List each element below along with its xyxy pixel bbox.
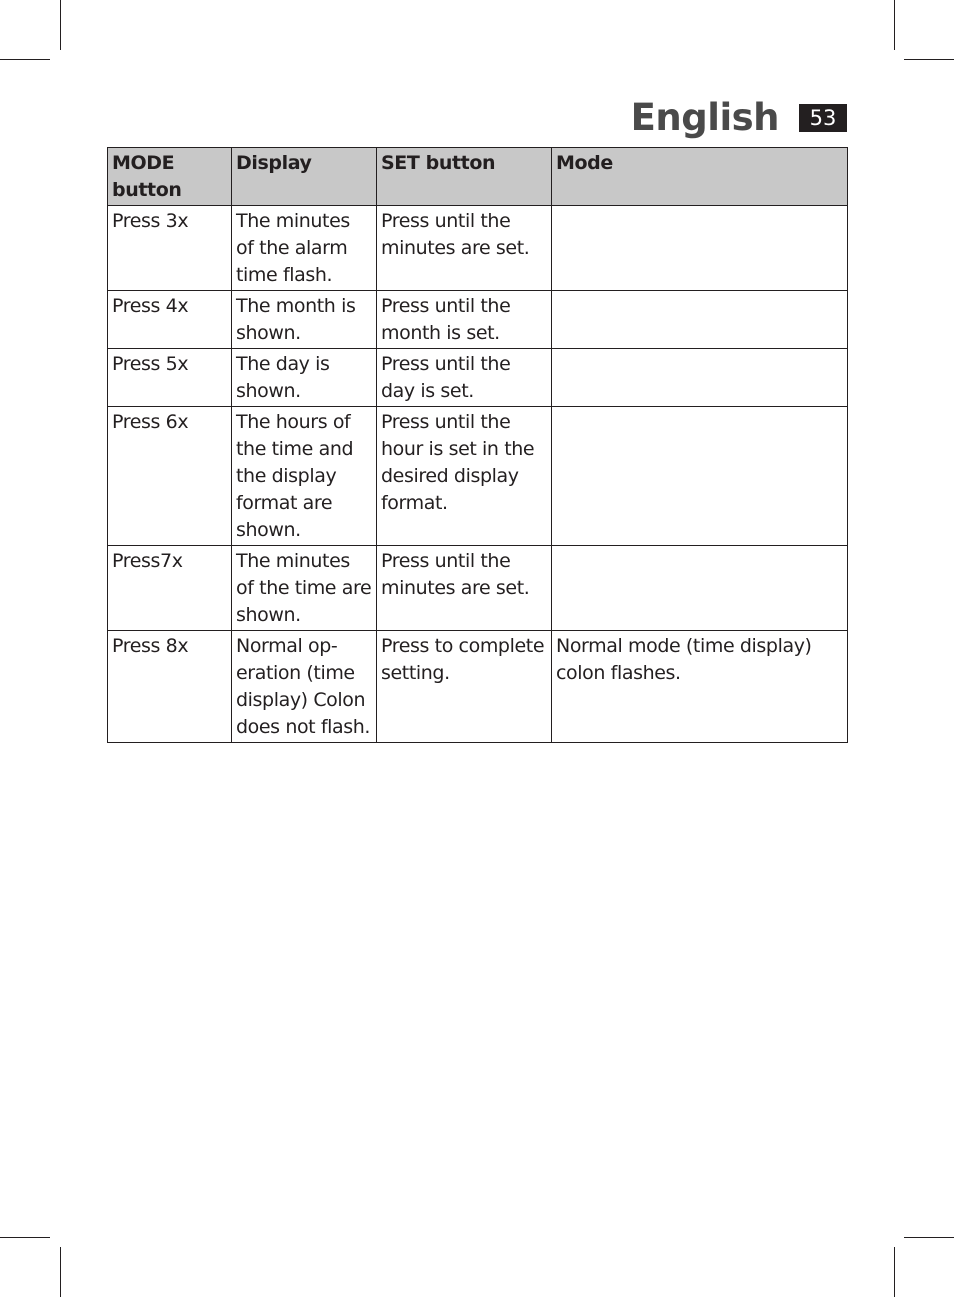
cell-mode [552,546,848,631]
cell-set-button: Press to complete setting. [377,631,552,743]
cell-mode [552,291,848,349]
cell-mode-button: Press 6x [108,407,232,546]
crop-mark [0,1237,50,1238]
cell-display: The hours of the time and the display format are shown. [232,407,377,546]
cell-mode-button: Press7x [108,546,232,631]
page-number: 53 [799,104,847,132]
table-row [108,546,848,631]
settings-table [107,147,848,743]
cell-mode: Normal mode (time display) colon flashes. [552,631,848,743]
cell-display: Normal op-eration (time display) Colon does not flash. [232,631,377,743]
cell-set-button: Press until the day is set. [377,349,552,407]
cell-set-button: Press until the month is set. [377,291,552,349]
table-row [108,206,848,291]
cell-set-button: Press until the minutes are set. [377,206,552,291]
crop-mark [60,1247,61,1297]
crop-mark [60,0,61,50]
crop-mark [894,1247,895,1297]
page-title: English [630,96,779,139]
column-header-display: Display [232,148,377,206]
cell-set-button: Press until the minutes are set. [377,546,552,631]
cell-mode-button: Press 3x [108,206,232,291]
cell-mode-button: Press 5x [108,349,232,407]
table-header-row [108,148,848,206]
column-header-mode-button: MODE button [108,148,232,206]
crop-mark [904,1237,954,1238]
cell-display: The day is shown. [232,349,377,407]
cell-display: The month is shown. [232,291,377,349]
cell-display: The minutes of the alarm time flash. [232,206,377,291]
crop-mark [894,0,895,50]
table-row [108,349,848,407]
cell-set-button: Press until the hour is set in the desired display format. [377,407,552,546]
column-header-mode: Mode [552,148,848,206]
table-row [108,631,848,743]
crop-mark [0,59,50,60]
crop-mark [904,59,954,60]
cell-mode [552,407,848,546]
page-header [631,96,847,140]
cell-mode-button: Press 4x [108,291,232,349]
cell-mode [552,349,848,407]
column-header-set-button: SET button [377,148,552,206]
cell-mode [552,206,848,291]
table-row [108,291,848,349]
cell-mode-button: Press 8x [108,631,232,743]
cell-display: The minutes of the time are shown. [232,546,377,631]
table-row [108,407,848,546]
